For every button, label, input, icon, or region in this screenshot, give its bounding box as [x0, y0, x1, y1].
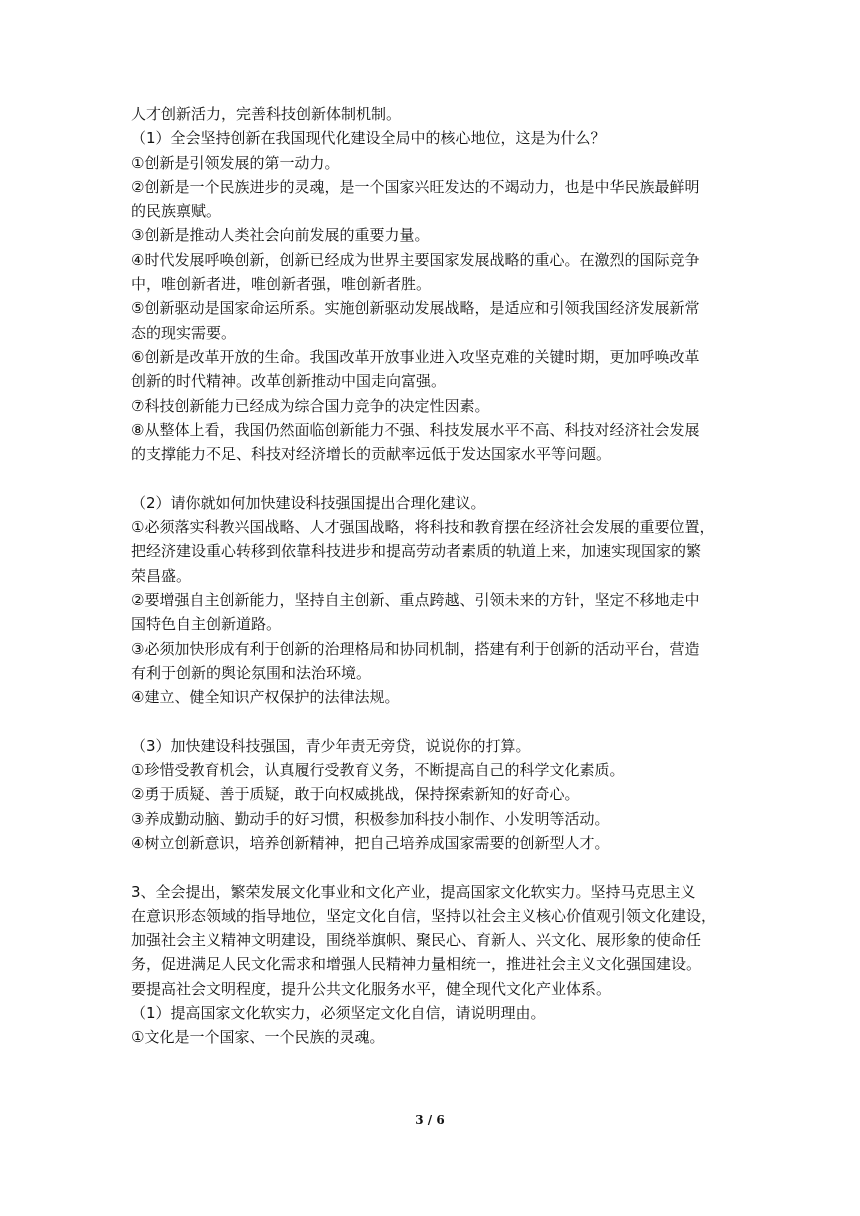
- text-line: 态的现实需要。: [131, 323, 237, 342]
- blank-line: [131, 466, 731, 490]
- text-line: ③必须加快形成有利于创新的治理格局和协同机制，搭建有利于创新的活动平台，营造: [131, 639, 700, 658]
- text-line: ①珍惜受教育机会，认真履行受教育义务，不断提高自己的科学文化素质。: [131, 761, 625, 780]
- text-line: 荣昌盛。: [131, 566, 192, 585]
- text-line: ④树立创新意识，培养创新精神，把自己培养成国家需要的创新型人才。: [131, 833, 610, 852]
- blank-line: [131, 709, 731, 733]
- text-line: ⑧从整体上看，我国仍然面临创新能力不强、科技发展水平不高、科技对经济社会发展: [131, 420, 700, 439]
- text-line: 在意识形态领域的指导地位，坚定文化自信，坚持以社会主义核心价值观引领文化建设，: [131, 906, 717, 925]
- text-line: 加强社会主义精神文明建设，围绕举旗帜、聚民心、育新人、兴文化、展形象的使命任: [131, 931, 702, 950]
- text-line: 有利于创新的舆论氛围和法治环境。: [131, 663, 372, 682]
- text-line: ⑦科技创新能力已经成为综合国力竞争的决定性因素。: [131, 396, 490, 415]
- text-line: ④建立、健全知识产权保护的法律法规。: [131, 688, 400, 707]
- text-line: 把经济建设重心转移到依靠科技进步和提高劳动者素质的轨道上来，加速实现国家的繁: [131, 542, 702, 561]
- document-body: [131, 102, 731, 1050]
- text-line: 的支撑能力不足、科技对经济增长的贡献率远低于发达国家水平等问题。: [131, 445, 612, 464]
- text-line: ①文化是一个国家、一个民族的灵魂。: [131, 1028, 385, 1047]
- text-line: 要提高社会文明程度，提升公共文化服务水平，健全现代文化产业体系。: [131, 979, 612, 998]
- text-line: ①必须落实科教兴国战略、人才强国战略，将科技和教育摆在经济社会发展的重要位置，: [131, 518, 715, 537]
- text-line: 的民族禀赋。: [131, 202, 222, 221]
- text-line: 创新的时代精神。改革创新推动中国走向富强。: [131, 372, 447, 391]
- page-number: 3 / 6: [415, 1113, 445, 1127]
- text-line: （1）提高国家文化软实力，必须坚定文化自信，请说明理由。: [131, 1003, 546, 1022]
- text-line: ②勇于质疑、善于质疑，敢于向权威挑战，保持探索新知的好奇心。: [131, 785, 580, 804]
- text-line: ②创新是一个民族进步的灵魂，是一个国家兴旺发达的不竭动力，也是中华民族最鲜明: [131, 177, 700, 196]
- text-line: ①创新是引领发展的第一动力。: [131, 153, 340, 172]
- text-line: ②要增强自主创新能力，坚持自主创新、重点跨越、引领未来的方针，坚定不移地走中: [131, 590, 700, 609]
- text-line: （3）加快建设科技强国，青少年责无旁贷，说说你的打算。: [131, 736, 531, 755]
- text-line: （2）请你就如何加快建设科技强国提出合理化建议。: [131, 493, 486, 512]
- text-line: 中，唯创新者进，唯创新者强，唯创新者胜。: [131, 275, 432, 294]
- text-line: 务，促进满足人民文化需求和增强人民精神力量相统一，推进社会主义文化强国建设。: [131, 955, 702, 974]
- text-line: ④时代发展呼唤创新，创新已经成为世界主要国家发展战略的重心。在激烈的国际竞争: [131, 250, 700, 269]
- blank-line: [131, 855, 731, 879]
- text-line: （1）全会坚持创新在我国现代化建设全局中的核心地位，这是为什么？: [131, 129, 606, 148]
- text-line: 人才创新活力，完善科技创新体制机制。: [131, 105, 402, 123]
- text-line: ⑥创新是改革开放的生命。我国改革开放事业进入攻坚克难的关键时期，更加呼唤改革: [131, 347, 700, 366]
- text-line: ③创新是推动人类社会向前发展的重要力量。: [131, 226, 430, 245]
- text-line: 3、全会提出，繁荣发展文化事业和文化产业，提高国家文化软实力。坚持马克思主义: [131, 882, 696, 901]
- text-line: ③养成勤动脑、勤动手的好习惯，积极参加科技小制作、小发明等活动。: [131, 809, 610, 828]
- text-line: ⑤创新驱动是国家命运所系。实施创新驱动发展战略，是适应和引领我国经济发展新常: [131, 299, 700, 318]
- text-line: 国特色自主创新道路。: [131, 615, 282, 634]
